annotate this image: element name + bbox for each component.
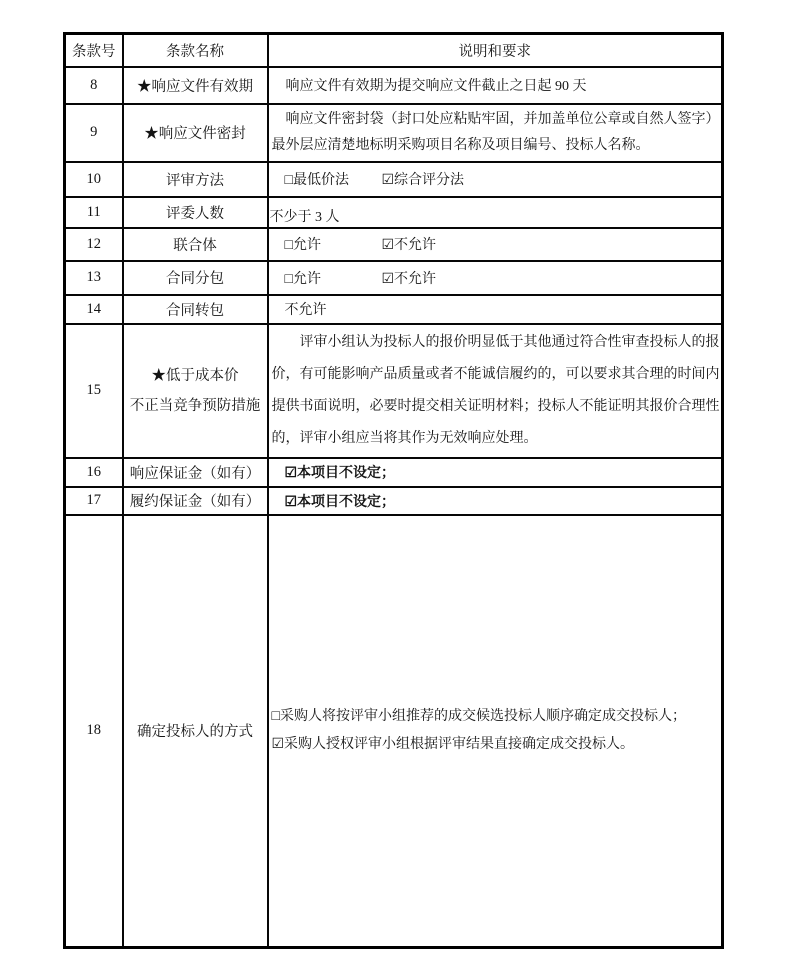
clause-desc-bid-deposit bbox=[268, 458, 723, 487]
clause-name-jury-size: 评委人数 bbox=[123, 197, 268, 228]
clause-name-winner-determination: 确定投标人的方式 bbox=[123, 515, 268, 948]
table-row-10 bbox=[65, 162, 723, 197]
clause-desc-consortium bbox=[268, 228, 723, 261]
header-clause-no: 条款号 bbox=[65, 34, 123, 67]
option-allowed-unchecked: □允许 bbox=[284, 271, 321, 287]
clause-desc-validity-period bbox=[268, 67, 723, 104]
clause-no-9: 9 bbox=[65, 104, 123, 162]
clause-no-17: 17 bbox=[65, 487, 123, 515]
below-cost-name-line1: ★低于成本价 bbox=[151, 367, 239, 384]
clause-name-evaluation-method: 评审方法 bbox=[123, 162, 268, 197]
header-clause-name: 条款名称 bbox=[123, 34, 268, 67]
clause-name-transfer: 合同转包 bbox=[123, 295, 268, 324]
clause-name-consortium: 联合体 bbox=[123, 228, 268, 261]
sealing-text-line2: 最外层应清楚地标明采购项目名称及项目编号、投标人名称。 bbox=[271, 137, 650, 153]
clause-name-below-cost bbox=[123, 324, 268, 458]
clause-no-10: 10 bbox=[65, 162, 123, 197]
clause-name-sealing: ★响应文件密封 bbox=[123, 104, 268, 162]
clause-name-bid-deposit: 响应保证金（如有） bbox=[123, 458, 268, 487]
table-row-14 bbox=[65, 295, 723, 324]
clause-desc-performance-deposit bbox=[268, 487, 723, 515]
table-row-8 bbox=[65, 67, 723, 104]
below-cost-text-line3: 提供书面说明，必要时提交相关证明材料；投标人不能证明其报价合理性 bbox=[271, 398, 720, 414]
clause-no-18: 18 bbox=[65, 515, 123, 948]
sealing-text-line1: 响应文件密封袋（封口处应粘贴牢固，并加盖单位公章或自然人签字） bbox=[285, 111, 720, 127]
clause-desc-winner-determination bbox=[268, 515, 723, 948]
table-row-11 bbox=[65, 197, 723, 228]
jury-size-text: 不少于 3 人 bbox=[269, 209, 340, 225]
table-row-16 bbox=[65, 458, 723, 487]
performance-deposit-not-set-checked: ☑本项目不设定； bbox=[284, 494, 396, 510]
clause-no-15: 15 bbox=[65, 324, 123, 458]
clause-name-performance-deposit: 履约保证金（如有） bbox=[123, 487, 268, 515]
consortium-options bbox=[272, 234, 719, 254]
option-comprehensive-scoring-checked: ☑综合评分法 bbox=[381, 173, 465, 188]
clause-desc-transfer bbox=[268, 295, 723, 324]
header-description: 说明和要求 bbox=[268, 34, 723, 67]
clause-no-13: 13 bbox=[65, 261, 123, 295]
clause-desc-jury-size bbox=[268, 197, 723, 228]
clause-desc-below-cost bbox=[268, 324, 723, 458]
table-row-15 bbox=[65, 324, 723, 458]
table-header-row bbox=[65, 34, 723, 67]
table-row-18 bbox=[65, 515, 723, 948]
clause-table bbox=[63, 32, 724, 949]
table-row-17 bbox=[65, 487, 723, 515]
clause-name-validity-period: ★响应文件有效期 bbox=[123, 67, 268, 104]
bid-deposit-not-set-checked: ☑本项目不设定； bbox=[284, 466, 396, 481]
clause-no-14: 14 bbox=[65, 295, 123, 324]
option-not-allowed-checked: ☑不允许 bbox=[381, 271, 437, 287]
table-row-12 bbox=[65, 228, 723, 261]
winner-determination-option2-checked: ☑采购人授权评审小组根据评审结果直接确定成交投标人。 bbox=[271, 736, 635, 752]
clause-desc-sealing bbox=[268, 104, 723, 162]
clause-no-11: 11 bbox=[65, 197, 123, 228]
clause-name-subcontracting: 合同分包 bbox=[123, 261, 268, 295]
below-cost-name-line2: 不正当竞争预防措施 bbox=[129, 397, 261, 414]
clause-no-16: 16 bbox=[65, 458, 123, 487]
option-allowed-unchecked: □允许 bbox=[284, 238, 321, 253]
table-row-13 bbox=[65, 261, 723, 295]
clause-desc-evaluation-method bbox=[268, 162, 723, 197]
option-lowest-price-unchecked: □最低价法 bbox=[284, 173, 349, 188]
clause-no-12: 12 bbox=[65, 228, 123, 261]
transfer-text: 不允许 bbox=[284, 303, 327, 318]
validity-period-text: 响应文件有效期为提交响应文件截止之日起 90 天 bbox=[285, 79, 587, 94]
option-not-allowed-checked: ☑不允许 bbox=[381, 238, 437, 253]
clause-no-8: 8 bbox=[65, 67, 123, 104]
evaluation-method-options bbox=[272, 169, 719, 189]
below-cost-text-line2: 价，有可能影响产品质量或者不能诚信履约的，可以要求其合理的时间内 bbox=[271, 366, 720, 382]
table-row-9 bbox=[65, 104, 723, 162]
below-cost-text-line1: 评审小组认为投标人的报价明显低于其他通过符合性审查投标人的报 bbox=[299, 334, 720, 350]
winner-determination-option1-unchecked: □采购人将按评审小组推荐的成交候选投标人顺序确定成交投标人； bbox=[271, 708, 686, 724]
below-cost-text-line4: 的，评审小组应当将其作为无效响应处理。 bbox=[271, 430, 538, 446]
clause-desc-subcontracting bbox=[268, 261, 723, 295]
subcontracting-options bbox=[272, 268, 719, 288]
